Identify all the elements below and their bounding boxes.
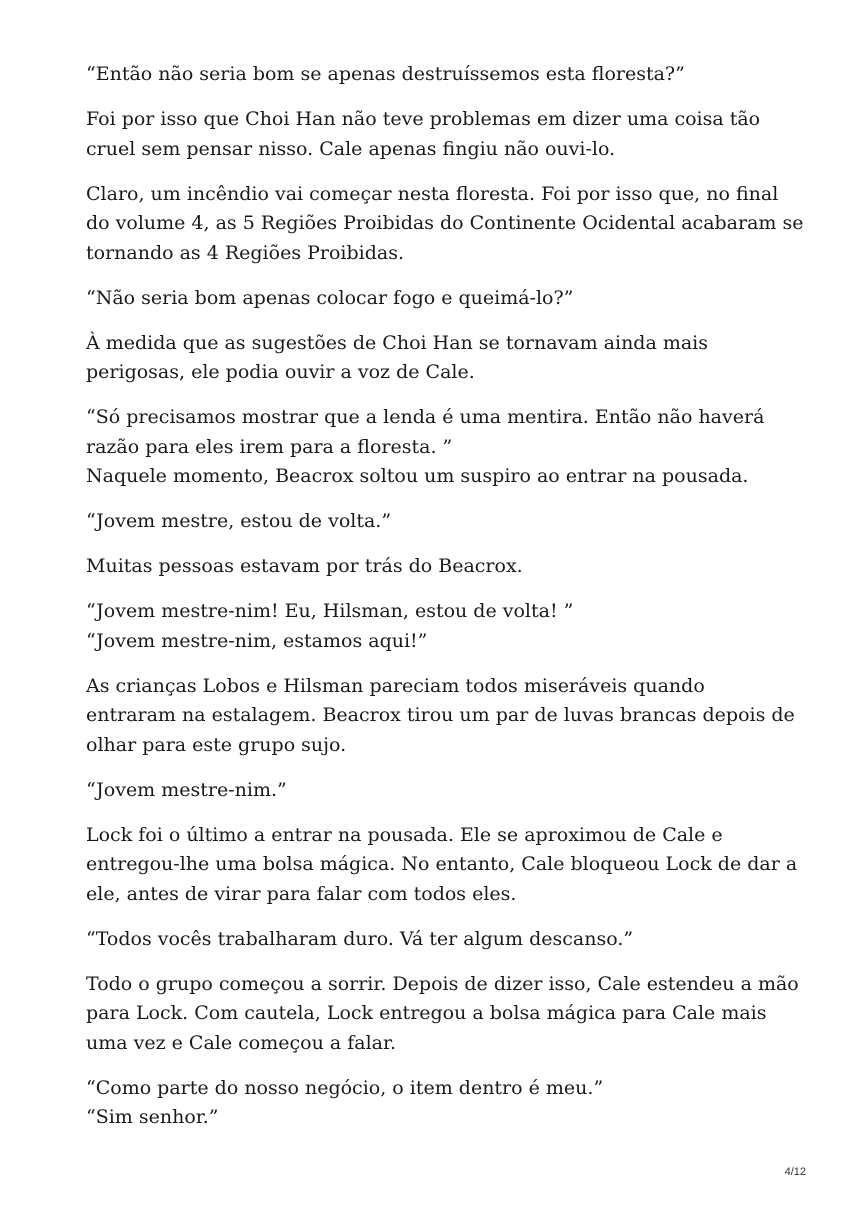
- text-line: uma vez e Cale começou a falar.: [86, 1031, 397, 1054]
- paragraph: [86, 507, 786, 537]
- paragraph: [86, 597, 786, 656]
- text-line: Todo o grupo começou a sorrir. Depois de dizer isso, Cale estendeu a mão: [86, 972, 799, 995]
- page-number: 4/12: [784, 1166, 806, 1178]
- paragraph: [86, 329, 786, 388]
- text-line: “Jovem mestre-nim! Eu, Hilsman, estou de volta! ”: [86, 600, 574, 622]
- paragraph: [86, 776, 786, 806]
- text-line: do volume 4, as 5 Regiões Proibidas do Continente Ocidental acabaram se: [86, 212, 804, 234]
- text-line: entregou-lhe uma bolsa mágica. No entanto, Cale bloqueou Lock de dar a: [86, 853, 798, 875]
- text-line: “Sim senhor.”: [86, 1106, 219, 1128]
- document-body: [86, 60, 804, 1148]
- text-line: “Então não seria bom se apenas destruíssemos esta floresta?”: [86, 63, 685, 85]
- paragraph: [86, 672, 795, 761]
- text-line: perigosas, ele podia ouvir a voz de Cale.: [86, 361, 475, 383]
- text-line: Claro, um incêndio vai começar nesta floresta. Foi por isso que, no final: [86, 182, 779, 205]
- paragraph: [86, 180, 804, 269]
- text-line: As crianças Lobos e Hilsman pareciam todos miseráveis quando: [86, 674, 705, 697]
- text-line: olhar para este grupo sujo.: [86, 733, 347, 756]
- text-line: À medida que as sugestões de Choi Han se tornavam ainda mais: [86, 331, 709, 354]
- text-line: Muitas pessoas estavam por trás do Beacrox.: [86, 555, 523, 577]
- text-line: Lock foi o último a entrar na pousada. Ele se aproximou de Cale e: [86, 823, 723, 846]
- paragraph: [86, 925, 786, 955]
- text-line: Naquele momento, Beacrox soltou um suspiro ao entrar na pousada.: [86, 465, 749, 487]
- text-line: entraram na estalagem. Beacrox tirou um par de luvas brancas depois de: [86, 704, 795, 726]
- text-line: cruel sem pensar nisso. Cale apenas fingiu não ouvi-lo.: [86, 137, 616, 160]
- text-line: “Como parte do nosso negócio, o item dentro é meu.”: [86, 1076, 604, 1099]
- paragraph: [86, 284, 786, 314]
- paragraph: [86, 821, 798, 910]
- paragraph: [86, 970, 799, 1059]
- paragraph: [86, 403, 786, 492]
- text-line: “Não seria bom apenas colocar fogo e queimá-lo?”: [86, 286, 574, 309]
- text-line: “Todos vocês trabalharam duro. Vá ter algum descanso.”: [86, 927, 634, 950]
- text-line: tornando as 4 Regiões Proibidas.: [86, 241, 405, 264]
- text-line: razão para eles irem para a floresta. ”: [86, 435, 453, 458]
- paragraph: [86, 1074, 786, 1133]
- text-line: “Só precisamos mostrar que a lenda é uma mentira. Então não haverá: [86, 406, 765, 428]
- text-line: “Jovem mestre, estou de volta.”: [86, 510, 392, 532]
- text-line: Foi por isso que Choi Han não teve problemas em dizer uma coisa tão: [86, 108, 761, 130]
- text-line: ele, antes de virar para falar com todos eles.: [86, 882, 517, 905]
- paragraph: [86, 552, 786, 582]
- text-line: “Jovem mestre-nim, estamos aqui!”: [86, 629, 428, 652]
- paragraph: [86, 60, 786, 90]
- text-line: para Lock. Com cautela, Lock entregou a bolsa mágica para Cale mais: [86, 1002, 767, 1024]
- paragraph: [86, 105, 786, 164]
- text-line: “Jovem mestre-nim.”: [86, 778, 287, 801]
